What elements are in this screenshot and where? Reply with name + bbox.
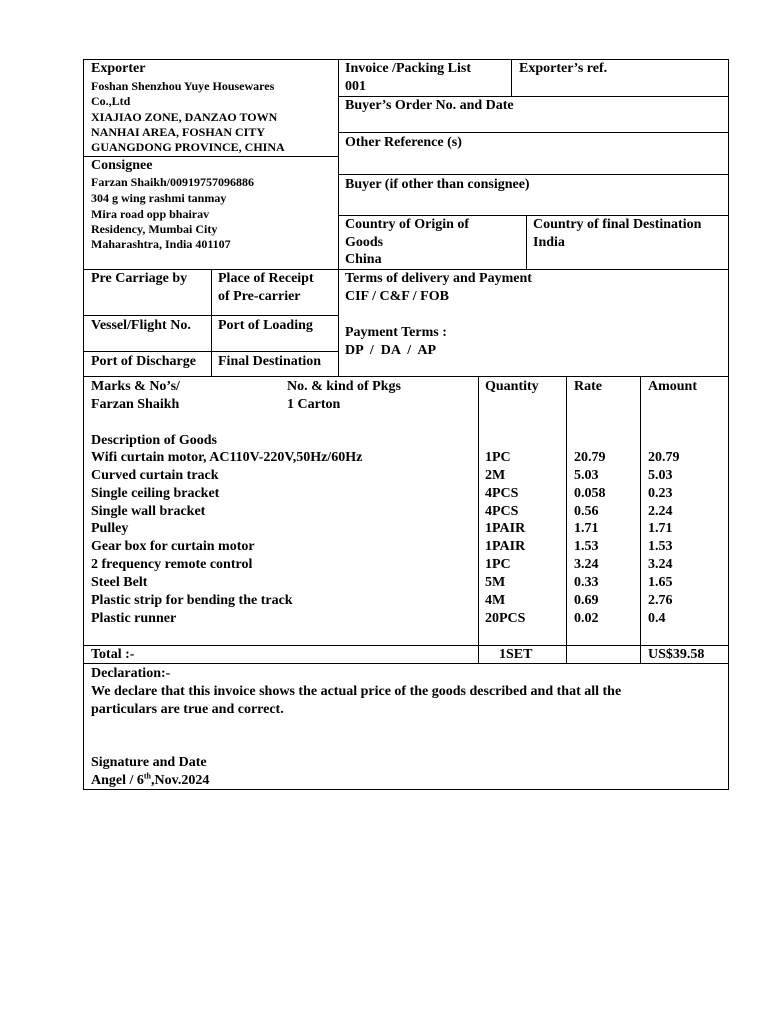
item-rate: 5.03	[574, 468, 599, 483]
item-amount: 0.4	[648, 611, 666, 626]
item-description: Gear box for curtain motor	[91, 539, 255, 554]
marks-label: Marks & No’s/	[91, 379, 180, 394]
quantity-header: Quantity	[485, 379, 539, 394]
terms-value: CIF / C&F / FOB	[345, 289, 449, 304]
border-left	[83, 59, 84, 790]
item-description: Steel Belt	[91, 575, 148, 590]
item-quantity: 2M	[485, 468, 506, 483]
date-ordinal-suffix: th	[143, 771, 152, 781]
divider	[478, 376, 479, 663]
place-receipt-label: of Pre-carrier	[218, 289, 301, 304]
declaration-text: particulars are true and correct.	[91, 702, 284, 717]
payment-terms-label: Payment Terms :	[345, 325, 447, 340]
total-label: Total :-	[91, 647, 135, 662]
item-description: Pulley	[91, 521, 129, 536]
amount-header: Amount	[648, 379, 698, 394]
signature-label: Signature and Date	[91, 755, 207, 770]
origin-value: China	[345, 252, 382, 267]
item-rate: 0.33	[574, 575, 599, 590]
item-description: Plastic runner	[91, 611, 177, 626]
item-amount: 1.53	[648, 539, 673, 554]
buyers-order-label: Buyer’s Order No. and Date	[345, 98, 514, 113]
invoice-number: 001	[345, 79, 366, 94]
border-right	[728, 59, 729, 790]
exporter-company-suffix: Co.,Ltd	[91, 94, 131, 108]
payment-terms-value: DP / DA / AP	[345, 343, 437, 358]
rate-header: Rate	[574, 379, 602, 394]
divider	[83, 645, 729, 646]
divider	[338, 174, 728, 175]
exporter-heading: Exporter	[91, 61, 146, 76]
signature-date	[91, 772, 209, 790]
item-amount: 1.65	[648, 575, 673, 590]
total-quantity: 1SET	[499, 647, 533, 662]
divider	[511, 59, 512, 96]
consignee-address: Mira road opp bhairav	[91, 207, 210, 221]
destination-label: Country of final Destination	[533, 217, 702, 232]
item-amount: 0.23	[648, 486, 673, 501]
marks-value: Farzan Shaikh	[91, 397, 180, 412]
divider	[566, 376, 567, 663]
item-quantity: 4PCS	[485, 486, 519, 501]
item-description: Single wall bracket	[91, 504, 206, 519]
exporters-ref-label: Exporter’s ref.	[519, 61, 608, 76]
divider	[640, 376, 641, 663]
declaration-heading: Declaration:-	[91, 666, 171, 681]
total-amount: US$39.58	[648, 647, 705, 662]
origin-label: Country of Origin of	[345, 217, 470, 232]
item-amount: 20.79	[648, 450, 680, 465]
port-discharge-label: Port of Discharge	[91, 354, 196, 369]
item-rate: 3.24	[574, 557, 599, 572]
item-quantity: 1PAIR	[485, 539, 526, 554]
terms-label: Terms of delivery and Payment	[345, 271, 532, 286]
item-quantity: 4M	[485, 593, 506, 608]
divider	[83, 376, 729, 377]
invoice-label: Invoice /Packing List	[345, 61, 472, 76]
item-description: 2 frequency remote control	[91, 557, 253, 572]
place-receipt-label: Place of Receipt	[218, 271, 314, 286]
other-reference-label: Other Reference (s)	[345, 135, 462, 150]
item-quantity: 4PCS	[485, 504, 519, 519]
origin-label: Goods	[345, 235, 384, 250]
exporter-address: XIAJIAO ZONE, DANZAO TOWN	[91, 110, 278, 124]
pre-carriage-label: Pre Carriage by	[91, 271, 188, 286]
item-amount: 2.76	[648, 593, 673, 608]
item-description: Wifi curtain motor, AC110V-220V,50Hz/60Hz	[91, 450, 363, 465]
item-quantity: 1PC	[485, 557, 511, 572]
item-quantity: 1PAIR	[485, 521, 526, 536]
pkgs-value: 1 Carton	[287, 397, 341, 412]
declaration-text: We declare that this invoice shows the actual price of the goods described and that all the	[91, 684, 622, 699]
consignee-address: Maharashtra, India 401107	[91, 237, 231, 251]
item-amount: 1.71	[648, 521, 673, 536]
divider	[211, 269, 212, 377]
item-amount: 3.24	[648, 557, 673, 572]
item-description: Plastic strip for bending the track	[91, 593, 293, 608]
item-rate: 1.71	[574, 521, 599, 536]
item-rate: 1.53	[574, 539, 599, 554]
final-destination-label: Final Destination	[218, 354, 322, 369]
destination-value: India	[533, 235, 565, 250]
item-description: Single ceiling bracket	[91, 486, 220, 501]
exporter-address: GUANGDONG PROVINCE, CHINA	[91, 140, 285, 154]
item-quantity: 20PCS	[485, 611, 526, 626]
consignee-name-phone: Farzan Shaikh/00919757096886	[91, 175, 255, 189]
item-rate: 0.69	[574, 593, 599, 608]
divider	[83, 315, 338, 316]
item-rate: 20.79	[574, 450, 606, 465]
signer-name: Angel / 6	[91, 773, 144, 788]
consignee-address: Residency, Mumbai City	[91, 222, 218, 236]
item-rate: 0.058	[574, 486, 606, 501]
exporter-company: Foshan Shenzhou Yuye Housewares	[91, 79, 275, 93]
item-rate: 0.02	[574, 611, 599, 626]
item-description: Curved curtain track	[91, 468, 219, 483]
description-label: Description of Goods	[91, 433, 217, 448]
divider	[526, 215, 527, 269]
buyer-label: Buyer (if other than consignee)	[345, 177, 530, 192]
item-quantity: 5M	[485, 575, 506, 590]
divider	[338, 132, 728, 133]
divider	[83, 663, 729, 664]
date-month-year: ,Nov.2024	[151, 773, 210, 788]
item-amount: 2.24	[648, 504, 673, 519]
item-rate: 0.56	[574, 504, 599, 519]
vessel-label: Vessel/Flight No.	[91, 318, 191, 333]
item-amount: 5.03	[648, 468, 673, 483]
divider	[83, 351, 338, 352]
consignee-heading: Consignee	[91, 158, 153, 173]
exporter-address: NANHAI AREA, FOSHAN CITY	[91, 125, 266, 139]
port-loading-label: Port of Loading	[218, 318, 313, 333]
consignee-address: 304 g wing rashmi tanmay	[91, 191, 227, 205]
pkgs-label: No. & kind of Pkgs	[287, 379, 401, 394]
item-quantity: 1PC	[485, 450, 511, 465]
divider	[338, 59, 339, 377]
